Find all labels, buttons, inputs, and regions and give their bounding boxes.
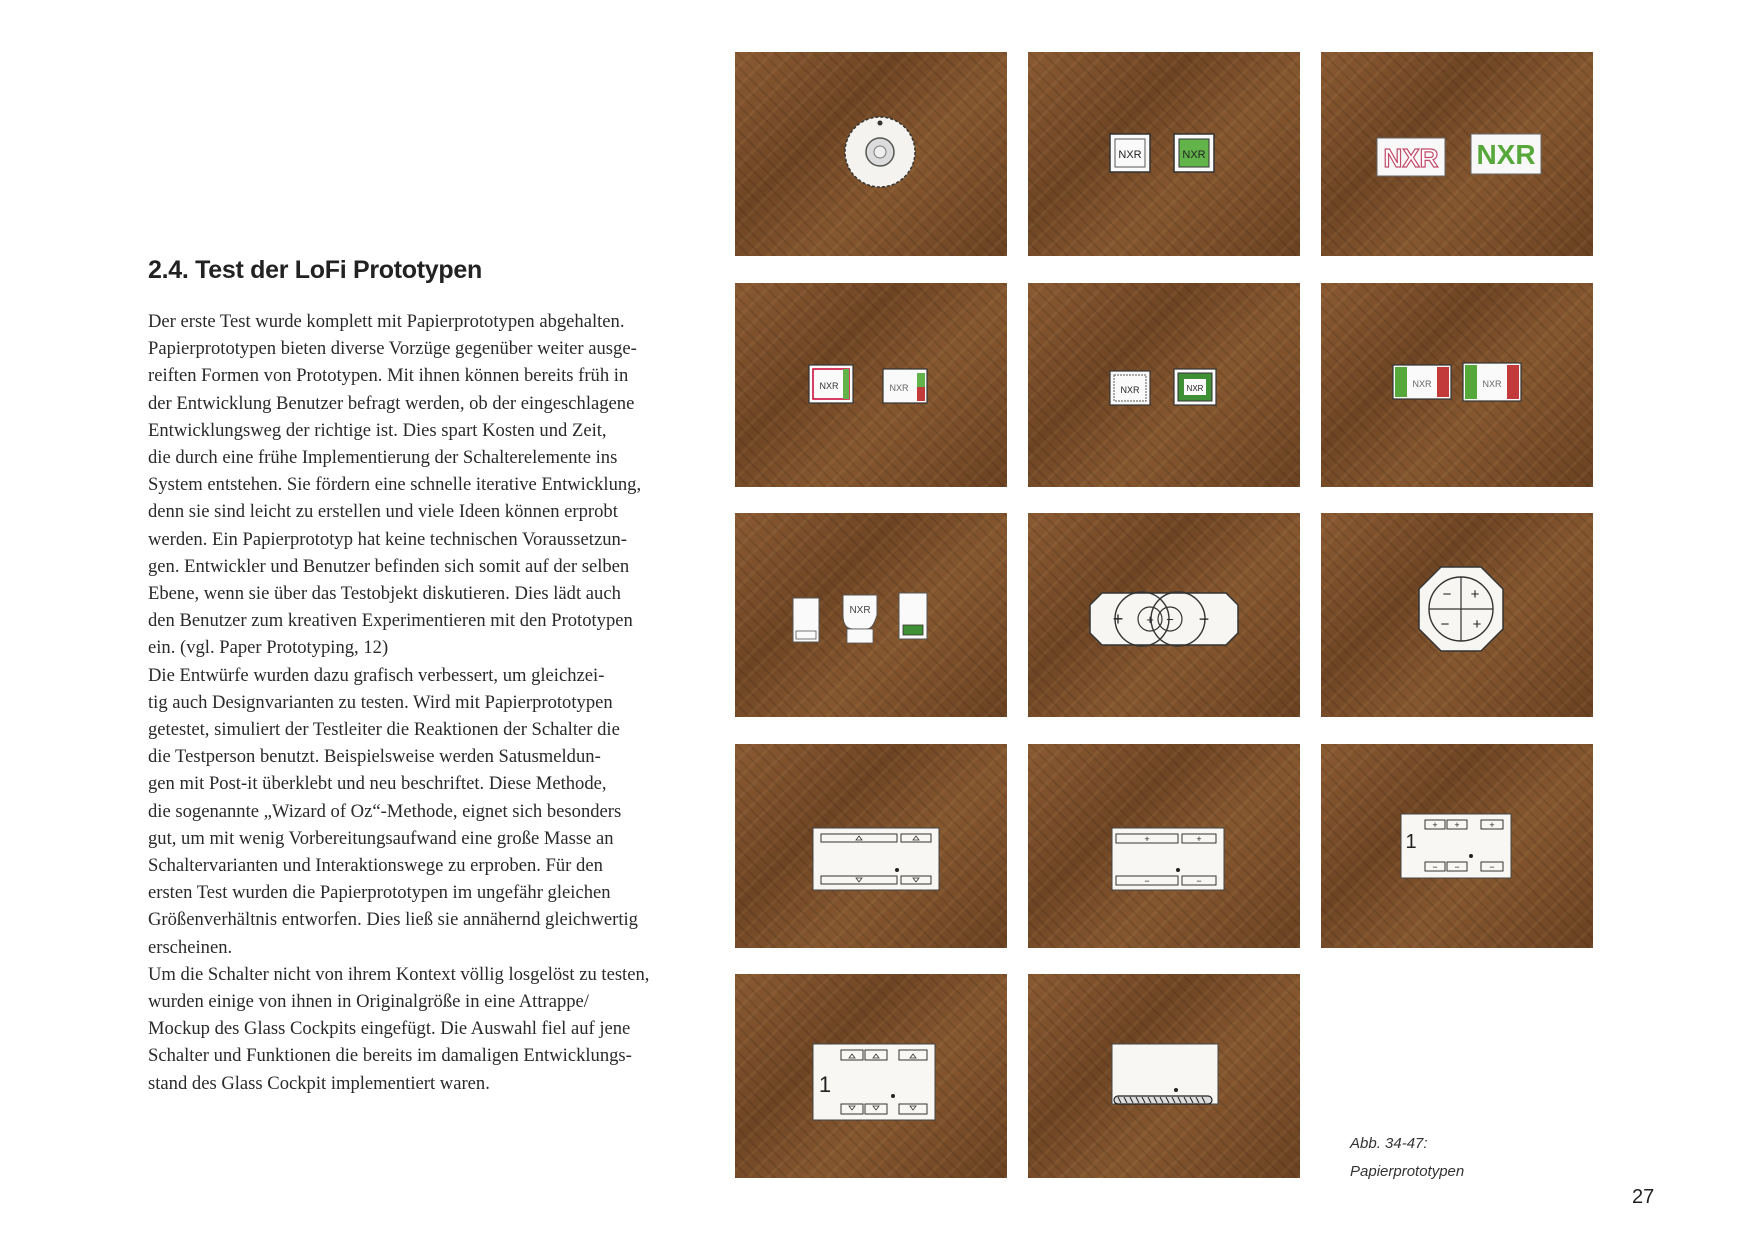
text-line: Ebene, wenn sie über das Testobjekt diskutieren. Dies lädt auch bbox=[148, 583, 621, 605]
text-line: denn sie sind leicht zu erstellen und viele Ideen können erprobt bbox=[148, 501, 618, 523]
nxr-label: NXR bbox=[819, 381, 839, 391]
photo-arrow-switch-card bbox=[735, 744, 1007, 948]
page-number: 27 bbox=[1632, 1186, 1655, 1208]
photo-three-small-cards bbox=[735, 513, 1007, 717]
text-line: gen mit Post-it überklebt und neu beschriftet. Diese Methode, bbox=[148, 773, 607, 795]
photo-scroll-wheel-card bbox=[1028, 974, 1300, 1178]
plus-label: + bbox=[1472, 616, 1482, 633]
text-line: Die Entwürfe wurden dazu grafisch verbessert, um gleichzei- bbox=[148, 664, 605, 686]
minus-label: − bbox=[1454, 862, 1460, 872]
minus-label: − bbox=[1440, 616, 1450, 633]
text-line: System entstehen. Sie fördern eine schnelle iterative Entwicklung, bbox=[148, 474, 642, 496]
number-one-label: 1 bbox=[818, 1072, 832, 1097]
text-line: Der erste Test wurde komplett mit Papierprototypen abgehalten. bbox=[148, 311, 625, 332]
text-line: die durch eine frühe Implementierung der Schalterelemente ins bbox=[148, 447, 618, 469]
nxr-label: NXR bbox=[1118, 149, 1142, 161]
nxr-label: NXR bbox=[1186, 384, 1204, 393]
nxr-label: NXR bbox=[1120, 385, 1140, 395]
text-line: tig auch Designvarianten zu testen. Wird mit Papierprototypen bbox=[148, 691, 613, 713]
minus-label: − bbox=[1489, 862, 1495, 872]
minus-label: − bbox=[1196, 876, 1202, 886]
nxr-label: NXR bbox=[849, 605, 871, 616]
nxr-label: NXR bbox=[1482, 379, 1502, 389]
figure-caption bbox=[1350, 1130, 1464, 1186]
plus-label: + bbox=[1196, 834, 1202, 844]
nxr-label: NXR bbox=[889, 383, 909, 393]
text-line: die sogenannte „Wizard of Oz“-Methode, eignet sich besonders bbox=[148, 800, 622, 822]
nxr-label: NXR bbox=[1383, 143, 1439, 173]
text-line: ersten Test wurden die Papierprototypen im ungefähr gleichen bbox=[148, 882, 611, 904]
photo-nxr-flag-cards-b bbox=[1028, 283, 1300, 487]
caption-figure-number: Abb. 34-47: bbox=[1350, 1135, 1428, 1152]
number-one-label: 1 bbox=[1405, 831, 1417, 853]
text-line: Größenverhältnis entworfen. Dies ließ sie annähernd gleichwertig bbox=[148, 909, 638, 931]
text-line: werden. Ein Papierprototyp hat keine technischen Voraussetzun- bbox=[148, 528, 627, 550]
photo-plus-minus-rotary-horizontal bbox=[1028, 513, 1300, 717]
text-line: getestet, simuliert der Testleiter die Reaktionen der Schalter die bbox=[148, 719, 620, 741]
text-line: Um die Schalter nicht von ihrem Kontext völlig losgelöst zu testen, bbox=[148, 963, 650, 985]
text-line: gen. Entwickler und Benutzer befinden sich somit auf der selben bbox=[148, 555, 630, 577]
text-line: erscheinen. bbox=[148, 936, 233, 958]
text-line: Papierprototypen bieten diverse Vorzüge gegenüber weiter ausge- bbox=[148, 338, 637, 360]
photo-round-button-prototype bbox=[735, 52, 1007, 256]
text-line: Schaltervarianten und Interaktionswege zu erproben. Für den bbox=[148, 855, 603, 877]
plus-label: + bbox=[1144, 834, 1150, 844]
minus-label: − bbox=[1144, 876, 1150, 886]
photo-nxr-square-buttons bbox=[1028, 52, 1300, 256]
minus-label: − bbox=[1432, 862, 1438, 872]
text-line: ein. (vgl. Paper Prototyping, 12) bbox=[148, 637, 389, 659]
nxr-label: NXR bbox=[1476, 139, 1536, 170]
photo-plus-minus-rotary-vertical bbox=[1321, 513, 1593, 717]
minus-label: − bbox=[1442, 586, 1452, 603]
text-line: gut, um mit wenig Vorbereitungsaufwand eine große Masse an bbox=[148, 827, 614, 849]
text-line: Entwicklungsweg der richtige ist. Dies spart Kosten und Zeit, bbox=[148, 419, 607, 441]
text-line: wurden einige von ihnen in Originalgröße in eine Attrappe/ bbox=[148, 991, 589, 1013]
photo-numbered-arrow-switch-card bbox=[735, 974, 1007, 1178]
plus-label: + bbox=[1489, 820, 1495, 830]
minus-label: − bbox=[1166, 612, 1174, 627]
nxr-label: NXR bbox=[1182, 149, 1206, 161]
photo-numbered-switch-card bbox=[1321, 744, 1593, 948]
text-line: Schalter und Funktionen die bereits im damaligen Entwicklungs- bbox=[148, 1045, 632, 1067]
photo-nxr-flag-cards-a bbox=[735, 283, 1007, 487]
text-line: Mockup des Glass Cockpits eingefügt. Die Auswahl fiel auf jene bbox=[148, 1018, 631, 1040]
text-line: reiften Formen von Prototypen. Mit ihnen können bereits früh in bbox=[148, 365, 629, 387]
caption-title: Papierprototypen bbox=[1350, 1163, 1465, 1180]
text-line: die Testperson benutzt. Beispielsweise werden Satusmeldun- bbox=[148, 746, 601, 768]
photo-nxr-text-cards bbox=[1321, 52, 1593, 256]
body-text bbox=[148, 308, 713, 1097]
photo-nxr-flag-cards-c bbox=[1321, 283, 1593, 487]
plus-label: + bbox=[1470, 586, 1480, 603]
section-heading: 2.4. Test der LoFi Prototypen bbox=[148, 256, 482, 284]
text-line: stand des Glass Cockpit implementiert waren. bbox=[148, 1072, 490, 1094]
plus-label: + bbox=[1112, 609, 1124, 629]
minus-label: − bbox=[1198, 609, 1210, 629]
nxr-label: NXR bbox=[1412, 379, 1432, 389]
text-line: der Entwicklung Benutzer befragt werden, ob der eingeschlagene bbox=[148, 392, 635, 414]
text-line: den Benutzer zum kreativen Experimentieren mit den Prototypen bbox=[148, 610, 633, 632]
plus-label: + bbox=[1432, 820, 1438, 830]
photo-plus-minus-switch-card bbox=[1028, 744, 1300, 948]
plus-label: + bbox=[1146, 612, 1154, 627]
plus-label: + bbox=[1454, 820, 1460, 830]
